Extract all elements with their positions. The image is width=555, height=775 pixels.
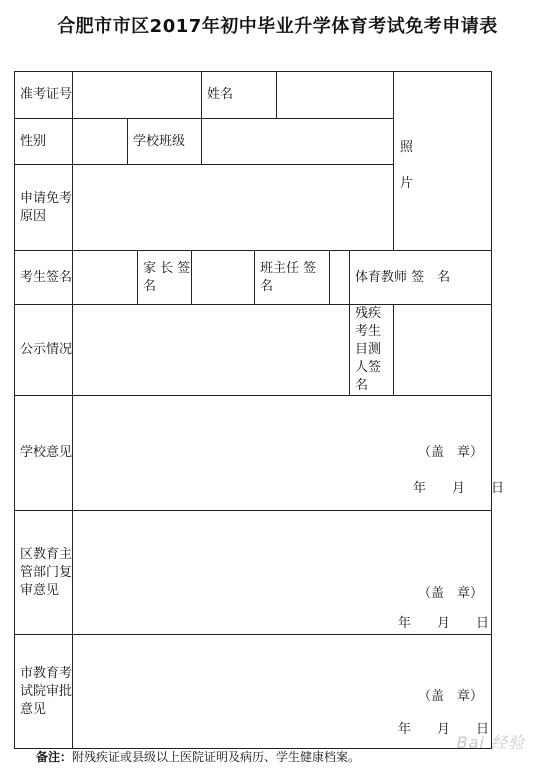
- page-title: 合肥市市区2017年初中毕业升学体育考试免考申请表: [57, 16, 498, 37]
- district-stamp-text: （盖 章）: [418, 585, 484, 601]
- gender-field[interactable]: [73, 119, 128, 165]
- name-label: 姓名: [202, 72, 277, 119]
- photo-label-1: 照: [400, 140, 414, 155]
- city-date-text: 年 月 日: [398, 721, 490, 737]
- reason-label: 申请免考原因: [15, 165, 73, 251]
- city-opinion-label: 市教育考试院审批意见: [15, 635, 73, 749]
- exam-id-label: 准考证号: [15, 72, 73, 119]
- name-field[interactable]: [277, 72, 394, 119]
- teacher-sign-field[interactable]: [330, 251, 350, 305]
- reason-field[interactable]: [73, 165, 394, 251]
- school-opinion-field[interactable]: [73, 396, 505, 511]
- student-sign-label: 考生签名: [15, 251, 73, 305]
- school-date-text: 年 月 日: [413, 480, 505, 496]
- footnote: [36, 748, 360, 765]
- city-opinion-field[interactable]: [73, 635, 492, 749]
- pe-teacher-sign-label: 体育教师 签 名: [350, 251, 492, 305]
- city-stamp-text: （盖 章）: [418, 688, 484, 704]
- photo-box[interactable]: [394, 72, 492, 251]
- publicity-field[interactable]: [73, 305, 350, 396]
- school-class-label: 学校班级: [128, 119, 202, 165]
- disabled-witness-label: 残疾考生目测人签名: [350, 305, 394, 396]
- footnote-label: 备注：: [36, 750, 73, 764]
- school-opinion-label: 学校意见: [15, 396, 73, 511]
- disabled-witness-field[interactable]: [394, 305, 492, 396]
- district-opinion-field[interactable]: [73, 511, 492, 635]
- gender-label: 性别: [15, 119, 73, 165]
- teacher-sign-label: 班主任 签名: [255, 251, 330, 305]
- school-stamp-text: （盖 章）: [418, 444, 484, 460]
- publicity-label: 公示情况: [15, 305, 73, 396]
- footnote-text: 附残疾证或县级以上医院证明及病历、学生健康档案。: [72, 750, 361, 764]
- district-date-text: 年 月 日: [398, 615, 490, 631]
- parent-sign-label: 家 长 签名: [138, 251, 192, 305]
- district-opinion-label: 区教育主管部门复审意见: [15, 511, 73, 635]
- baidu-watermark: Bai 经验: [456, 733, 525, 752]
- photo-label-2: 片: [400, 176, 414, 191]
- parent-sign-field[interactable]: [192, 251, 255, 305]
- exam-id-field[interactable]: [73, 72, 202, 119]
- school-class-field[interactable]: [202, 119, 394, 165]
- student-sign-field[interactable]: [73, 251, 138, 305]
